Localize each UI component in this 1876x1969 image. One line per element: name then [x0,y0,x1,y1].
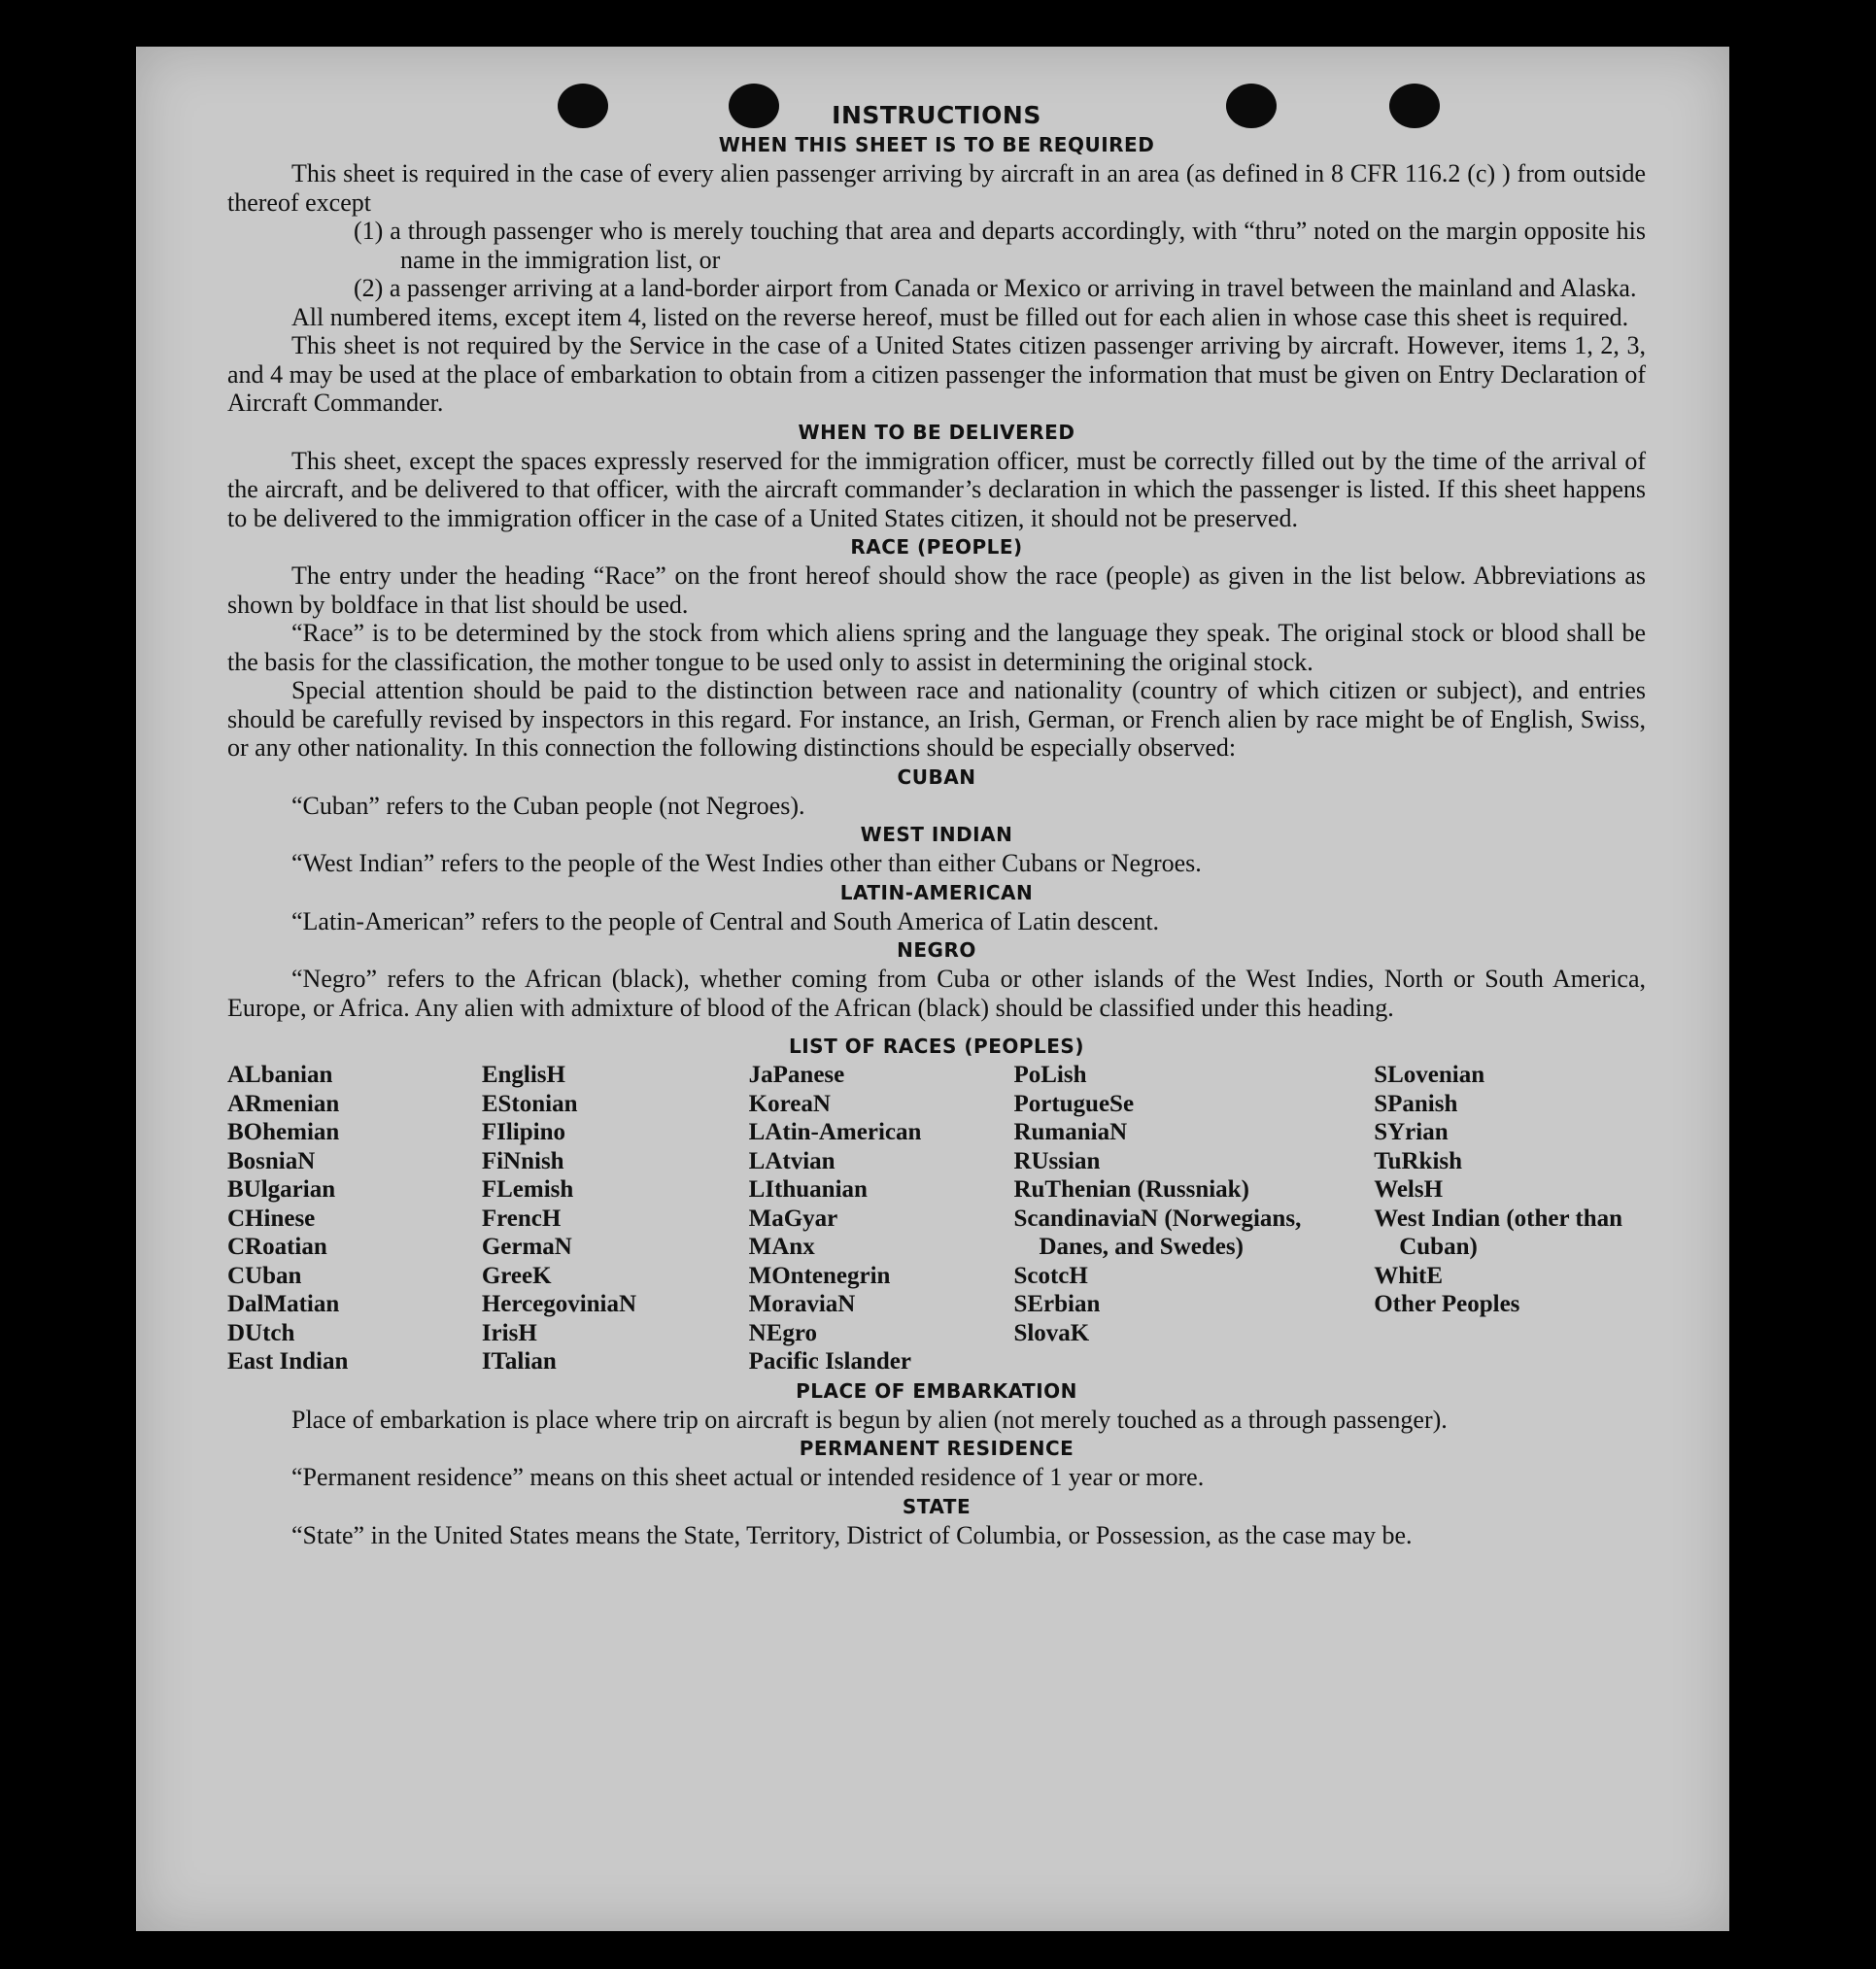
race-entry: PortugueSe [1013,1090,1135,1117]
race-column [227,1061,482,1376]
race-entry: MaGyar [748,1205,838,1232]
race-entry: JaPanese [748,1062,845,1088]
race-entry: SlovaK [1013,1319,1090,1346]
paragraph: This sheet is required in the case of every alien passenger arriving by aircraft in an area (as defined in 8 CFR 116.2 (c) ) from outside thereof except [227,159,1646,217]
race-entry: CUban [227,1262,302,1289]
race-entry: FLemish [481,1176,574,1203]
race-entry: MAnx [748,1234,815,1260]
race-entry: BUlgarian [227,1176,336,1203]
race-entry: FiNnish [481,1147,564,1174]
race-entry: GreeK [481,1262,552,1289]
race-entry: KoreaN [748,1090,831,1117]
paragraph: Place of embarkation is place where trip on aircraft is begun by alien (not merely touched as a through passenger). [291,1405,1448,1434]
race-column [1374,1061,1646,1376]
race-entry: FrencH [481,1205,562,1232]
paragraph: Special attention should be paid to the distinction between race and nationality (country of which citizen or subject), and entries should be carefully revised by inspectors in this regard. For instance, an Irish, German, or French alien by race might be of English, Swiss, or any other nationality. In this connection the following distinctions should be especially observed: [227,676,1646,762]
subheading-latin-american: LATIN-AMERICAN [839,880,1034,904]
race-column [482,1061,749,1376]
race-entry: GermaN [481,1234,572,1260]
race-entry: ScotcH [1013,1262,1088,1289]
race-entry: WelsH [1374,1176,1444,1203]
race-entry: CHinese [227,1205,316,1232]
race-entry: DUtch [227,1319,295,1346]
race-entry: FIlipino [481,1119,565,1145]
subheading-negro: NEGRO [897,938,976,962]
race-entry: West Indian (other than Cuban) [1374,1205,1623,1260]
race-column [1013,1061,1374,1376]
page-title: INSTRUCTIONS [832,101,1041,129]
section-heading-state: STATE [902,1494,972,1518]
race-entry: SPanish [1374,1090,1458,1117]
race-entry: LAtin-American [748,1119,922,1145]
race-entry: BOhemian [227,1119,340,1145]
race-entry: RuThenian (Russniak) [1013,1176,1249,1203]
race-entry: MOntenegrin [748,1262,891,1289]
race-entry: PoLish [1013,1062,1087,1088]
definition-text: “Latin-American” refers to the people of Central and South America of Latin descent. [291,906,1160,935]
race-entry: BosniaN [227,1147,316,1174]
race-list [227,1061,1646,1376]
race-entry: DalMatian [227,1291,340,1317]
race-entry: IrisH [481,1319,537,1346]
race-entry: Other Peoples [1374,1291,1520,1317]
definition-text: “Negro” refers to the African (black), whether coming from Cuba or other islands of the West Indies, North or South America, Europe, or Africa. Any alien with admixture of blood of the African (black) should be classified under this heading. [227,965,1646,1022]
race-entry: EStonian [481,1090,578,1117]
paragraph: The entry under the heading “Race” on the front hereof should show the race (people) as given in the list below. Abbreviations as shown by boldface in that list should be used. [227,561,1646,619]
race-entry: TuRkish [1374,1147,1463,1174]
race-entry: RumaniaN [1013,1119,1128,1145]
instructions-body [227,101,1646,1549]
race-entry: LAtvian [748,1147,836,1174]
race-entry: HercegoviniaN [481,1291,637,1317]
race-entry: ARmenian [227,1090,340,1117]
race-entry: Pacific Islander [748,1348,911,1375]
race-entry: SLovenian [1374,1062,1485,1088]
paragraph: “Permanent residence” means on this sheet actual or intended residence of 1 year or more. [291,1463,1205,1491]
race-entry: WhitE [1374,1262,1444,1289]
race-entry: LIthuanian [748,1176,868,1203]
subheading-west-indian: WEST INDIAN [860,823,1013,846]
race-entry: East Indian [227,1348,349,1375]
race-entry: NEgro [748,1319,818,1346]
paragraph: “Race” is to be determined by the stock from which aliens spring and the language they speak. The original stock or blood shall be the basis for the classification, the mother tongue to be used only to assist in determining the original stock. [227,619,1646,676]
race-entry: ALbanian [227,1062,333,1088]
definition-text: “West Indian” refers to the people of the West Indies other than either Cubans or Negroes. [291,849,1202,877]
exception-item: (1) a through passenger who is merely touching that area and departs accordingly, with “thru” noted on the margin opposite his name in the immigration list, or [354,217,1646,274]
exception-item: (2) a passenger arriving at a land-border airport from Canada or Mexico or arriving in travel between the mainland and Alaska. [354,274,1637,302]
paragraph: All numbered items, except item 4, listed on the reverse hereof, must be filled out for each alien in whose case this sheet is required. [291,302,1629,331]
subheading-cuban: CUBAN [897,764,976,789]
section-heading-embarkation: PLACE OF EMBARKATION [796,1378,1077,1403]
section-heading-race: RACE (PEOPLE) [850,535,1023,559]
race-entry: EnglisH [481,1062,565,1088]
section-heading-when-required: WHEN THIS SHEET IS TO BE REQUIRED [718,133,1155,156]
section-heading-list-of-races: LIST OF RACES (PEOPLES) [789,1035,1084,1058]
race-entry: MoraviaN [748,1291,856,1317]
paragraph: This sheet, except the spaces expressly reserved for the immigration officer, must be correctly filled out by the time of the arrival of the aircraft, and be delivered to that officer, with the aircraft commander’s declaration in which the passenger is listed. If this sheet happens to be delivered to the immigration officer in the case of a United States citizen, it should not be preserved. [227,446,1646,532]
section-heading-when-delivered: WHEN TO BE DELIVERED [798,420,1075,444]
race-entry: SYrian [1374,1119,1449,1145]
race-entry: ScandinaviaN (Norwegians, Danes, and Swedes) [1013,1205,1302,1260]
race-entry: ITalian [481,1348,557,1375]
paragraph: This sheet is not required by the Service in the case of a United States citizen passenger arriving by aircraft. However, items 1, 2, 3, and 4 may be used at the place of embarkation to obtain from a citizen passenger the information that must be given on Entry Declaration of Aircraft Commander. [227,331,1646,417]
paragraph: “State” in the United States means the State, Territory, District of Columbia, or Possession, as the case may be. [291,1520,1413,1549]
race-entry: SErbian [1013,1291,1101,1317]
race-entry: RUssian [1013,1147,1101,1174]
race-column [749,1061,1014,1376]
document-sheet [136,47,1729,1931]
definition-text: “Cuban” refers to the Cuban people (not Negroes). [291,791,805,820]
race-entry: CRoatian [227,1234,327,1260]
section-heading-residence: PERMANENT RESIDENCE [799,1437,1074,1460]
